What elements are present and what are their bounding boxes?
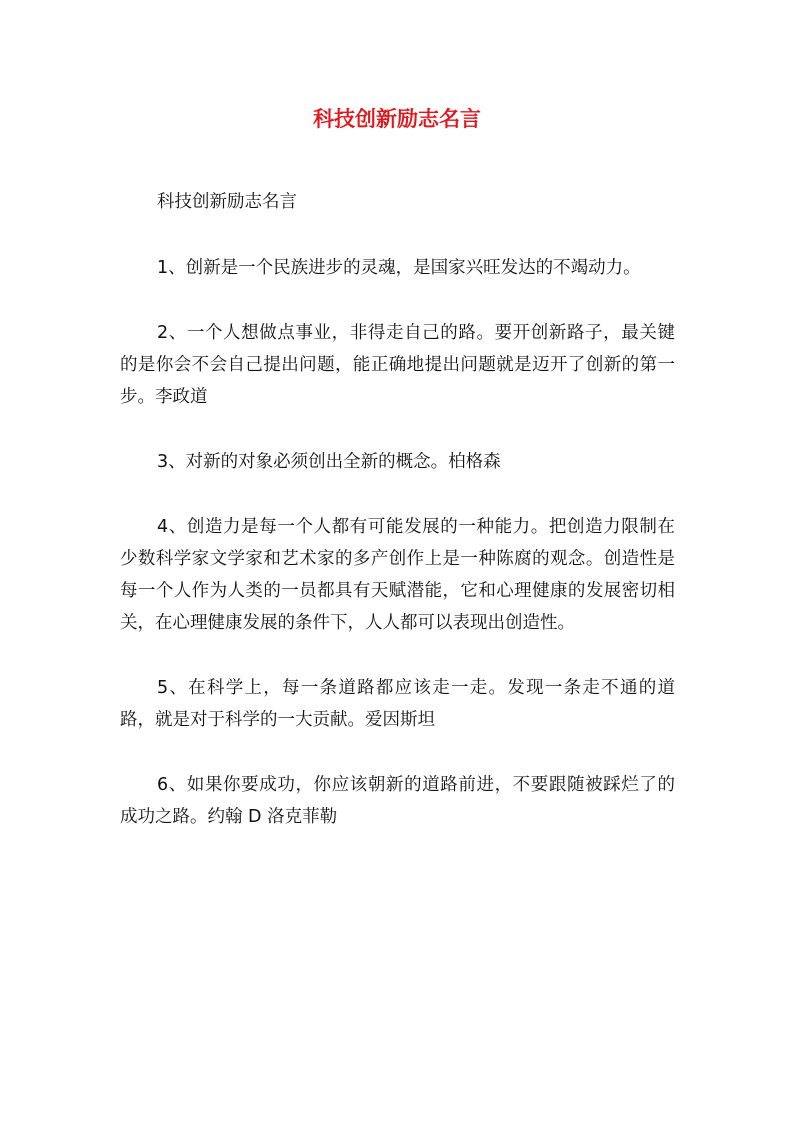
document-title: 科技创新励志名言	[313, 107, 481, 131]
quote-paragraph-6: 6、如果你要成功，你应该朝新的道路前进，不要跟随被踩烂了的成功之路。约翰 D 洛克菲勒	[120, 775, 675, 827]
document-body	[120, 186, 675, 866]
quote-paragraph-2: 2、一个人想做点事业，非得走自己的路。要开创新路子，最关键的是你会不会自己提出问题，能正确地提出问题就是迈开了创新的第一步。李政道	[120, 323, 675, 407]
document-subtitle: 科技创新励志名言	[157, 192, 297, 212]
quote-paragraph-1: 1、创新是一个民族进步的灵魂，是国家兴旺发达的不竭动力。	[157, 258, 641, 278]
quote-paragraph-5: 5、在科学上，每一条道路都应该走一走。发现一条走不通的道路，就是对于科学的一大贡献。爱因斯坦	[120, 678, 675, 730]
quote-paragraph-3: 3、对新的对象必须创出全新的概念。柏格森	[157, 452, 501, 472]
quote-paragraph-4: 4、创造力是每一个人都有可能发展的一种能力。把创造力限制在少数科学家文学家和艺术家的多产创作上是一种陈腐的观念。创造性是每一个人作为人类的一员都具有天赋潜能，它和心理健康的发展密切相关，在心理健康发展的条件下，人人都可以表现出创造性。	[120, 517, 675, 633]
